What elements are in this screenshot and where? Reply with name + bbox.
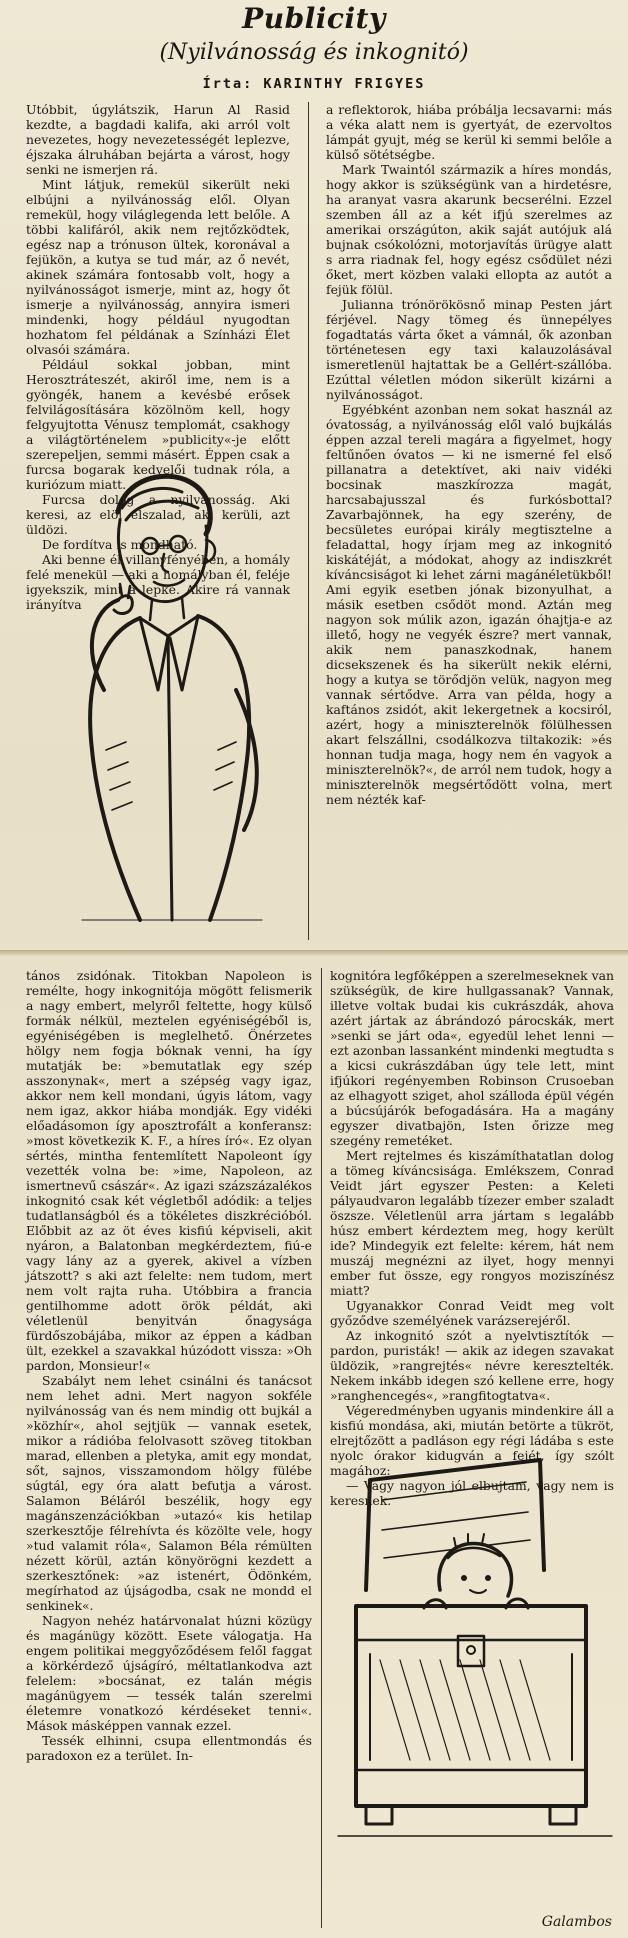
- page-fold-divider: [0, 950, 628, 956]
- article-byline: Írta: KARINTHY FRIGYES: [202, 76, 426, 92]
- paragraph: Egyébként azonban nem sokat használ az óvatosság, a nyilvánosság elől való bujkálás éppen azzal tereli magára a figyelmet, hogy feltűnően óvatos — ki ne ismerné fel első pillanatra a detektívet, aki naiv vidéki bocsinak maszkírozza magát, harcsabajusszal és furkósbottal? Zavarbajönnek, ha egy szerény, de becsületes európai király megtisztelne a feladattal, hogy írjam meg az inkognitó kiskátéját, a módokat, ahogy az indiszkrét kíváncsiságot ki lehet zárni magánéletükből! Ami egyik esetben jónak bizonyulhat, a másik esetben csődöt mond. Aztán meg nagyon sok múlik azon, igazán óhajtja-e az illető, hogy ne vegyék észre? mert vannak, akik nem panaszkodnak, hanem dicsekszenek és ha sikerült nekik elérni, hogy a kutya se törődjön velük, nagyon meg vannak sértődve. Arra van példa, hogy a kaftános zsidót, akit lekergetnek a kocsiról, azért, hogy a miniszterelnök fölülhessen akart felszállni, csodálkozva tiltakozik: »és honnan tudja maga, hogy nem én vagyok a miniszterelnök?«, de arról nem tudok, hogy a miniszterelnök megsértődött volna, mert nem nézték kaf-: [326, 402, 612, 807]
- caricature-illustration: [22, 450, 294, 938]
- paragraph: a reflektorok, hiába próbálja lecsavarni: más a véka alatt nem is gyertyát, de ezervoltos lámpát gyujt, még se kerül ki semmi belőle a külső sötétségbe.: [326, 102, 612, 162]
- column-rule: [321, 968, 322, 1928]
- paragraph: Mert rejtelmes és kiszámíthatatlan dolog a tömeg kíváncsisága. Emlékszem, Conrad Veidt járt egyszer Pesten: a Keleti pályaudvaron legalább tízezer ember szaladt öszsze. Véletlenül arra jártam s legalább húsz embert kérdeztem meg, hogy került ide? Mindegyik ezt felelte: kérem, hát nem muszáj megnézni az ilyet, hogy mennyi ember fut össze, egy rongyos moziszínész miatt?: [330, 1148, 614, 1298]
- paragraph: Tessék elhinni, csupa ellentmondás és paradoxon ez a terület. In-: [26, 1733, 312, 1763]
- illustrator-signature: Galambos: [541, 1914, 612, 1930]
- text-column-3: [26, 968, 312, 1934]
- paragraph: Végeredményben ugyanis mindenkire áll a kisfiú mondása, aki, miután betörte a tükröt, elrejtőzött a padláson egy régi ládába s este nyolc órakor kidugván a fejét, így szólt magához:: [330, 1403, 614, 1478]
- text-column-2: [326, 102, 612, 938]
- child-in-chest-drawing: [330, 1440, 620, 1934]
- text-column-1: [26, 102, 290, 612]
- paragraph: Például sokkal jobban, mint Herosztráteszét, akiről ime, nem is a gyöngék, hanem a kevésbé erősek felvilágosítására közölnöm kell, hogy felgyujtotta Vénusz templomát, csakhogy a világtörténelem »publicity«-je előtt szerepeljen, semmi másért. Éppen csak a furcsa bogarak kedvelői tudnak róla, a kuriózum miatt.: [26, 357, 290, 492]
- paragraph: Aki benne él villanyfényében, a homály felé menekül — aki a homályban él, feléje igyekszik, mint a lepke. Akire rá vannak irányítva: [26, 552, 290, 612]
- man-caricature-drawing: [22, 450, 294, 938]
- paragraph: Az inkognitó szót a nyelvtisztítók — pardon, puristák! — akik az idegen szavakat üldözik, »rangrejtés« névre keresztelték. Nekem inkább idegen szó kellene erre, hogy »ranghencegés«, »rangfitogtatva«.: [330, 1328, 614, 1403]
- paragraph: Mark Twaintól származik a híres mondás, hogy akkor is szükségünk van a hirdetésre, ha aranyat vasra akarunk becserélni. Ezzel szemben áll az a két ifjú szerelmes az amerikai országúton, akik saját autójuk alá bujnak csókolózni, motorjavítás ürügye alatt s arra riadnak fel, hogy egész csődület nézi őket, mert közben valaki ellopta az autót a fejük fölül.: [326, 162, 612, 297]
- paragraph: Julianna trónörökösnő minap Pesten járt férjével. Nagy tömeg és ünnepélyes fogadtatás várta őket a vámnál, ők azonban történetesen egy taxi kalauzolásával ismeretlenül hajtattak be a Gellért-szállóba. Ezúttal véletlen módon sikerült kizárni a nyilvánosságot.: [326, 297, 612, 402]
- article-subtitle: (Nyilvánosság és inkognitó): [159, 40, 469, 65]
- article-title: Publicity: [242, 2, 386, 35]
- column-rule: [308, 102, 309, 940]
- paragraph: kognitóra legfőképpen a szerelmeseknek van szükségük, de kire hullgassanak? Vannak, illetve voltak budai kis cukrászdák, ahova azért jártak az ábrándozó párocskák, mert »senki se járt oda«, egyedül lehet lenni — ezt azonban lassanként mindenki megtudta s a kicsi cukrászdában úgy tele lett, mint ifjúkori regényemben Robinson Crusoeban az elhagyott sziget, ahol szálloda épül végén a búcsújárók befogadására. Ha a magány egyszer divatbajön, Isten őrizze meg szegény remetéket.: [330, 968, 614, 1148]
- paragraph: Mint látjuk, remekül sikerült neki elbújni a nyilvánosság elől. Olyan remekül, hogy világlegenda lett belőle. A többi kalifáról, akik nem rejtőzködtek, egész nap a trónuson ültek, koronával a fejükön, a kutya se tud már, az ő nevét, akinek számára fontosabb volt, hogy a nyilvánosságot ismerje, mint az, hogy őt ismerje a nyilvánosság, annyira ismeri mindenki, hogy például nyugodtan hozhatom fel példának a Színházi Élet olvasói számára.: [26, 177, 290, 357]
- child-in-chest-illustration: [330, 1440, 620, 1934]
- paragraph: — Vagy nagyon jól elbujtam, vagy nem is keresnek.: [330, 1478, 614, 1508]
- paragraph: Ugyanakkor Conrad Veidt meg volt győződve személyének varázserejéről.: [330, 1298, 614, 1328]
- paragraph: Utóbbit, úgylátszik, Harun Al Rasid kezdte, a bagdadi kalifa, aki arról volt nevezetes, hogy nevezetességét leplezve, éjszaka álruhában bejárta a várost, hogy senki ne ismerjen rá.: [26, 102, 290, 177]
- paragraph: De fordítva is mondható.: [42, 537, 198, 552]
- text-column-4: [330, 968, 614, 1508]
- paragraph: Nagyon nehéz határvonalat húzni közügy és magánügy között. Esete válogatja. Ha engem politikai meggyőződésem felől faggat a körkérdező újságíró, méltatlankodva azt felelem: »bocsánat, ez talán mégis magánügyem — tessék talán szerelmi életemre vonatkozó kérdéseket tenni«. Mások másképpen vannak ezzel.: [26, 1613, 312, 1733]
- paragraph: Furcsa dolog a nyilvánosság. Aki keresi, az elöl elszalad, aki kerüli, azt üldözi.: [26, 492, 290, 537]
- paragraph: Szabályt nem lehet csinálni és tanácsot nem lehet adni. Mert nagyon sokféle nyilvánosság van és nem mindig ott bujkál a »közhír«, ahol sejtjük — vannak esetek, mikor a rádióba felolvasott szöveg titokban marad, ellenben a pletyka, amit egy mondat, sőt, sajnos, visszamondom hölgy fülébe súgtál, egy óra alatt befutja a várost. Salamon Béláról beszélik, hogy egy magánszenzációkban »utazó« kis hetilap szerkesztője félrehívta és közölte vele, hogy »tud valamit róla«, Salamon Béla rémülten nézett körül, aztán könyörögni kezdett a szerkesztőnek: »az istenért, Ödönkém, megírhatod az újságodba, csak ne mondd el senkinek«.: [26, 1373, 312, 1613]
- article-header: [0, 0, 628, 105]
- paragraph: tános zsidónak. Titokban Napoleon is remélte, hogy inkognitója mögött felismerik a nagy embert, melyről feltette, hogy külső formák nélkül, meztelen egyéniségéből is, egyéniségében is meglelhető. Önérzetes hölgy nem fogja bóknak venni, ha így mutatják be: »bemutatlak egy szép asszonynak«, mert a szépség vagy igaz, akkor nem kell mondani, úgyis látom, vagy nem igaz, akkor hiába mondják. Egy vidéki előadásomon így aposztrofált a konferansz: »most következik K. F., a híres író«. Ez olyan sértés, mintha fentemlített Napoleont így vezették volna be: »ime, Napoleon, az ismertnevű császár«. Az igazi százszázalékos inkognitó csak két végletből adódik: a teljes tudatlanságból és a tökéletes diszkrécióból. Előbbit az az öt éves kisfiú képviseli, akit nyáron, a Balatonban megkérdeztem, fiú-e vagy lány az a gyerek, akivel a vízben játszott? s aki azt felelte: nem tudom, mert nem volt rajta ruha. Utóbbira a francia gentilhomme adott örök példát, aki véletlenül benyitván őnagysága fürdőszobájába, mikor az éppen a kádban ült, ezekkel a szavakkal húzódott vissza: »Oh pardon, Monsieur!«: [26, 968, 312, 1373]
